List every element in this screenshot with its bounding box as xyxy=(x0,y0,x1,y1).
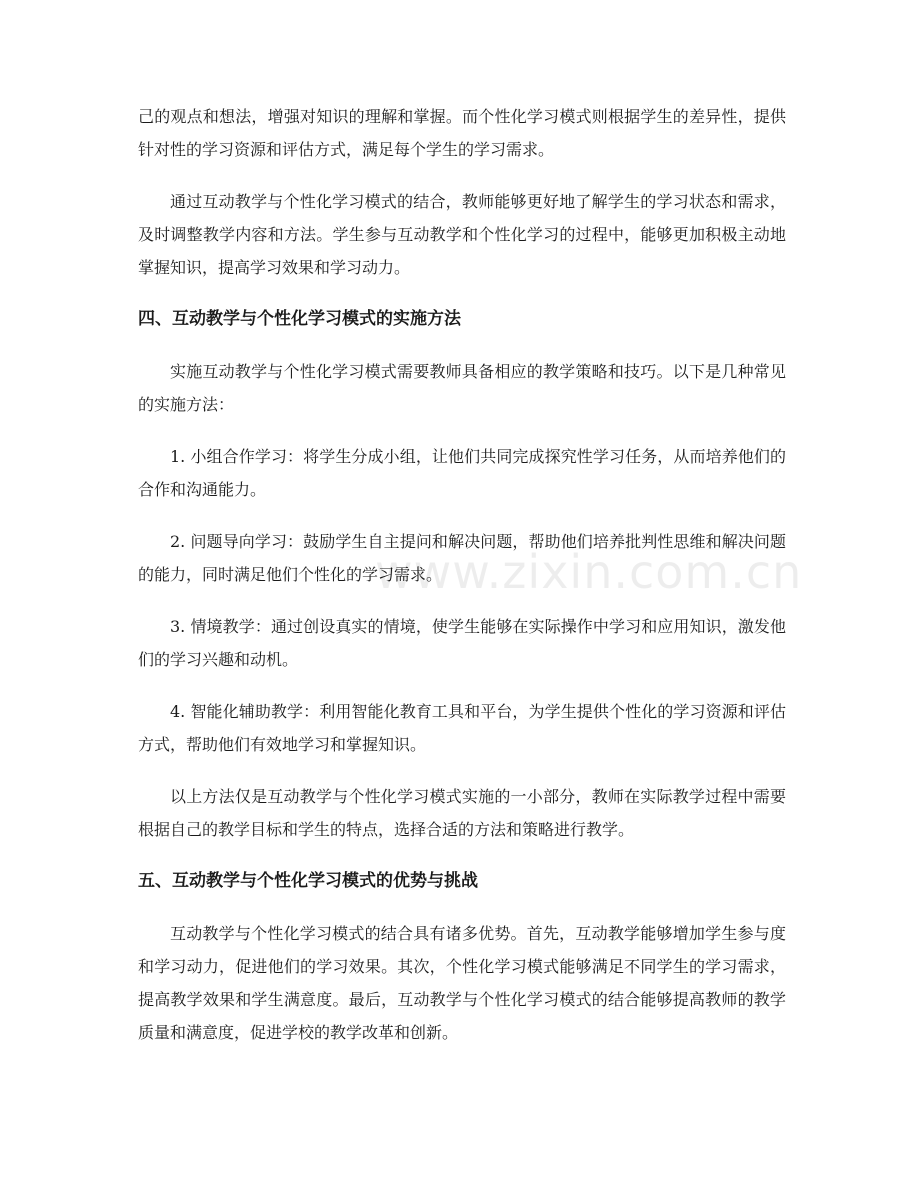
paragraph: 互动教学与个性化学习模式的结合具有诸多优势。首先，互动教学能够增加学生参与度和学习动力，促进他们的学习效果。其次，个性化学习模式能够满足不同学生的学习需求，提高教学效果和学生满意度。最后，互动教学与个性化学习模式的结合能够提高教师的教学质量和满意度，促进学校的教学改革和创新。 xyxy=(138,924,786,1042)
paragraph: 以上方法仅是互动教学与个性化学习模式实施的一小部分，教师在实际教学过程中需要根据自己的教学目标和学生的特点，选择合适的方法和策略进行教学。 xyxy=(138,787,786,839)
list-item-4: 4. 智能化辅助教学：利用智能化教育工具和平台，为学生提供个性化的学习资源和评估方式，帮助他们有效地学习和掌握知识。 xyxy=(138,702,786,754)
list-item-2: 2. 问题导向学习：鼓励学生自主提问和解决问题，帮助他们培养批判性思维和解决问题的能力，同时满足他们个性化的学习需求。 xyxy=(138,532,786,584)
document-body xyxy=(138,100,786,1068)
paragraph: 实施互动教学与个性化学习模式需要教师具备相应的教学策略和技巧。以下是几种常见的实施方法： xyxy=(138,362,786,414)
paragraph-continued: 己的观点和想法，增强对知识的理解和掌握。而个性化学习模式则根据学生的差异性，提供针对性的学习资源和评估方式，满足每个学生的学习需求。 xyxy=(138,107,786,159)
paragraph: 通过互动教学与个性化学习模式的结合，教师能够更好地了解学生的学习状态和需求，及时调整教学内容和方法。学生参与互动教学和个性化学习的过程中，能够更加积极主动地掌握知识，提高学习效果和学习动力。 xyxy=(138,192,786,277)
list-item-3: 3. 情境教学：通过创设真实的情境，使学生能够在实际操作中学习和应用知识，激发他们的学习兴趣和动机。 xyxy=(138,617,786,669)
section-heading-4: 四、互动教学与个性化学习模式的实施方法 xyxy=(138,309,461,329)
section-heading-5: 五、互动教学与个性化学习模式的优势与挑战 xyxy=(138,871,478,891)
list-item-1: 1. 小组合作学习：将学生分成小组，让他们共同完成探究性学习任务，从而培养他们的合作和沟通能力。 xyxy=(138,447,786,499)
watermark: www.zixin.com.cn xyxy=(375,545,803,599)
